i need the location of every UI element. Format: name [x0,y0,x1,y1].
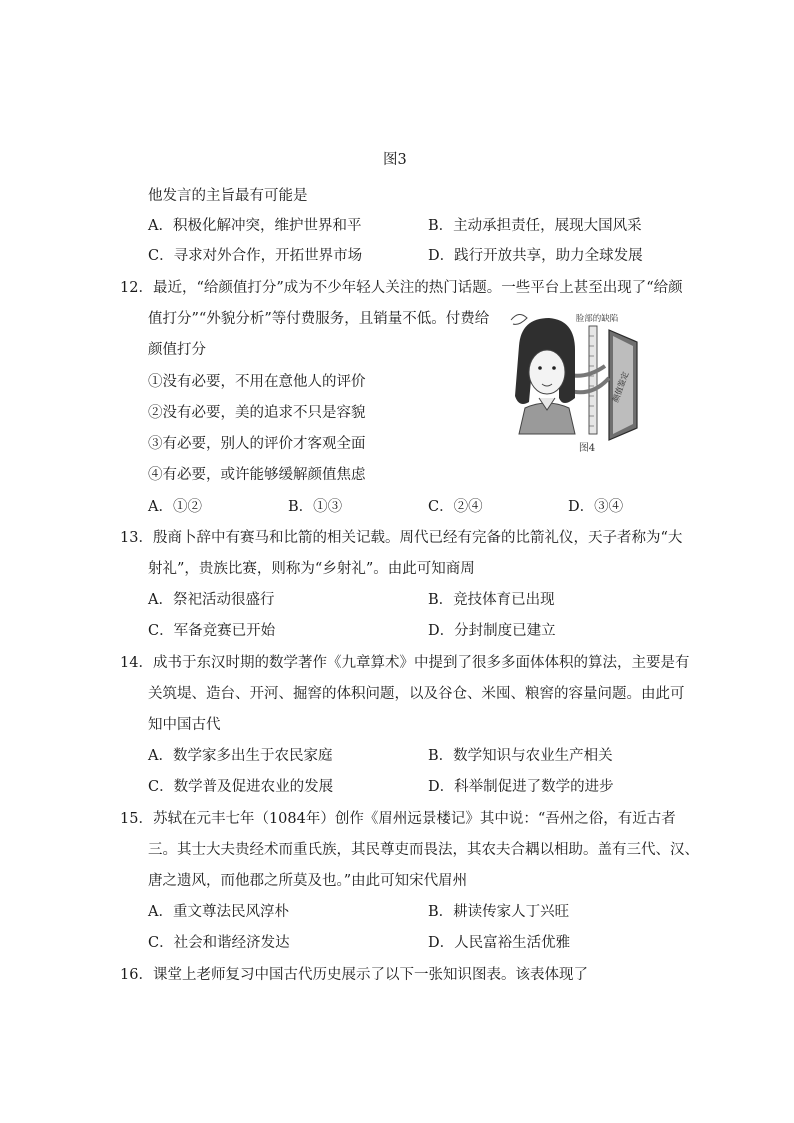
figure-3-caption: 图3 [383,152,407,168]
q13-option-c: C．军备竞赛已开始 [148,623,276,639]
q12-stem-line-3: 颜值打分 [148,342,206,358]
q13-stem-line-2: 射礼”，贵族比赛，则称为“乡射礼”。由此可知商周 [148,561,475,577]
q14-option-b: B．数学知识与农业生产相关 [428,748,613,764]
q12-stem-line-1: 12．最近，“给颜值打分”成为不少年轻人关注的热门话题。一些平台上甚至出现了“给颜 [120,280,683,296]
figure-4-illustration [505,306,645,456]
q12-item-1: ①没有必要，不用在意他人的评价 [148,374,366,390]
q13-option-b: B．竞技体育已出现 [428,592,555,608]
figure-4-sign-text: 颜值鉴定 [610,370,631,404]
q14-stem-line-2: 关筑堤、造台、开河、掘窖的体积问题，以及谷仓、米囤、粮窖的容量问题。由此可 [148,686,685,702]
q14-option-d: D．科举制促进了数学的进步 [428,779,614,795]
q15-stem-line-1: 15．苏轼在元丰七年（1084年）创作《眉州远景楼记》其中说：“吾州之俗，有近古者 [120,811,676,827]
q12-stem-line-2: 值打分”“外貌分析”等付费服务，且销量不低。付费给 [148,311,490,327]
figure-4-caption: 图4 [578,443,596,454]
q14-stem-line-3: 知中国古代 [148,717,221,733]
q14-option-c: C．数学普及促进农业的发展 [148,779,334,795]
q14-stem-line-1: 14．成书于东汉时期的数学著作《九章算术》中提到了很多多面体体积的算法，主要是有 [120,655,690,671]
q15-stem-line-3: 唐之遗风，而他郡之所莫及也。”由此可知宋代眉州 [148,873,468,889]
q13-option-d: D．分封制度已建立 [428,623,556,639]
figure-4-header-text: 脸部的缺陷 [575,314,619,324]
q12-item-2: ②没有必要，美的追求不只是容貌 [148,405,366,421]
q12-option-d: D．③④ [568,499,624,515]
q12-item-3: ③有必要，别人的评价才客观全面 [148,436,366,452]
q11-stem: 他发言的主旨最有可能是 [148,188,308,204]
q12-option-c: C．②④ [428,499,483,515]
q11-option-a: A．积极化解冲突，维护世界和平 [148,218,362,234]
figure-4-drawing [505,306,645,456]
q15-option-d: D．人民富裕生活优雅 [428,935,571,951]
q11-option-b: B．主动承担责任，展现大国风采 [428,218,642,234]
q13-option-a: A．祭祀活动很盛行 [148,592,275,608]
q11-option-c: C．寻求对外合作，开拓世界市场 [148,248,363,264]
q14-option-a: A．数学家多出生于农民家庭 [148,748,333,764]
q15-option-a: A．重文尊法民风淳朴 [148,904,289,920]
q11-option-d: D．践行开放共享，助力全球发展 [428,248,643,264]
q13-stem-line-1: 13．殷商卜辞中有赛马和比箭的相关记载。周代已经有完备的比箭礼仪，天子者称为“大 [120,530,683,546]
q12-option-b: B．①③ [288,499,343,515]
q16-stem-line-1: 16．课堂上老师复习中国古代历史展示了以下一张知识图表。该表体现了 [120,967,588,983]
q12-item-4: ④有必要，或许能够缓解颜值焦虑 [148,467,366,483]
q15-option-c: C．社会和谐经济发达 [148,935,290,951]
q12-option-a: A．①② [148,499,202,515]
q15-option-b: B．耕读传家人丁兴旺 [428,904,570,920]
q15-stem-line-2: 三。其士大夫贵经术而重氏族，其民尊吏而畏法，其农夫合耦以相助。盖有三代、汉、 [148,842,699,858]
